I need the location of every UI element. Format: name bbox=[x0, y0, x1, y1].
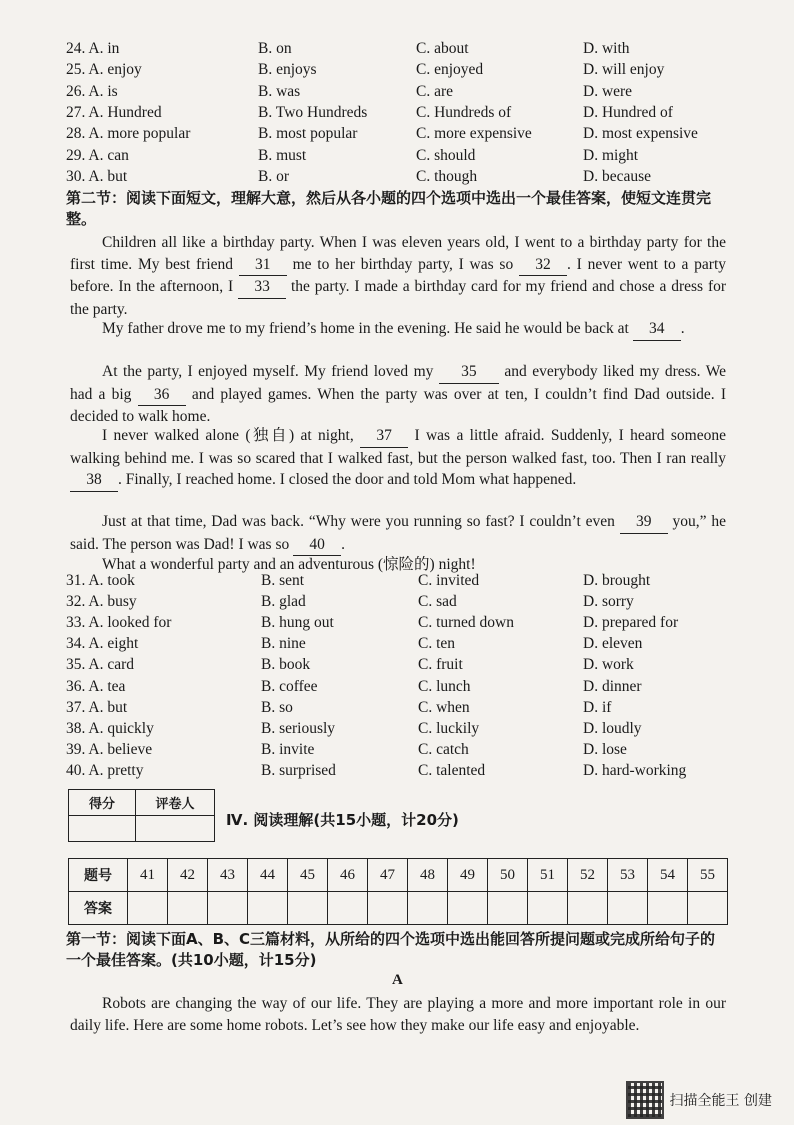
option-row bbox=[66, 168, 766, 189]
option-b: B. invite bbox=[261, 740, 315, 758]
question-number-label: 题号 bbox=[69, 859, 128, 892]
option-a: 32. A. busy bbox=[66, 593, 137, 611]
option-d: D. if bbox=[583, 698, 612, 716]
blank-40: 40 bbox=[293, 534, 341, 557]
option-d: D. because bbox=[583, 167, 651, 185]
option-d: D. loudly bbox=[583, 719, 642, 737]
option-row bbox=[66, 83, 766, 104]
option-a: 31. A. took bbox=[66, 572, 135, 589]
answer-cell[interactable] bbox=[568, 892, 608, 925]
answer-cell[interactable] bbox=[208, 892, 248, 925]
blank-31: 31 bbox=[239, 254, 287, 277]
option-a: 29. A. can bbox=[66, 146, 129, 164]
option-row bbox=[66, 699, 766, 720]
question-number: 53 bbox=[608, 859, 648, 892]
score-label: 得分 bbox=[69, 790, 136, 816]
question-number: 46 bbox=[328, 859, 368, 892]
option-a: 27. A. Hundred bbox=[66, 103, 162, 121]
option-row bbox=[66, 614, 766, 635]
option-b: B. on bbox=[258, 40, 292, 57]
passage-letter: A bbox=[392, 972, 403, 988]
option-c: C. catch bbox=[418, 740, 469, 758]
answer-cell[interactable] bbox=[248, 892, 288, 925]
question-number: 49 bbox=[448, 859, 488, 892]
option-c: C. more expensive bbox=[416, 125, 532, 143]
option-row bbox=[66, 678, 766, 699]
qr-code-icon bbox=[626, 1081, 664, 1119]
part4-title: Ⅳ. 阅读理解(共15小题，计20分) bbox=[226, 811, 459, 829]
question-number: 44 bbox=[248, 859, 288, 892]
option-row bbox=[66, 61, 766, 82]
option-b: B. book bbox=[261, 656, 311, 674]
question-number: 52 bbox=[568, 859, 608, 892]
answer-cell[interactable] bbox=[128, 892, 168, 925]
answer-cell[interactable] bbox=[608, 892, 648, 925]
option-d: D. Hundred of bbox=[583, 103, 673, 121]
option-d: D. lose bbox=[583, 740, 627, 758]
option-a: 25. A. enjoy bbox=[66, 61, 142, 79]
option-a: 36. A. tea bbox=[66, 677, 126, 695]
answer-cell[interactable] bbox=[448, 892, 488, 925]
option-d: D. with bbox=[583, 40, 630, 57]
question-number: 45 bbox=[288, 859, 328, 892]
blank-34: 34 bbox=[633, 318, 681, 341]
option-c: C. talented bbox=[418, 761, 486, 779]
option-b: B. must bbox=[258, 146, 307, 164]
option-d: D. sorry bbox=[583, 593, 634, 611]
option-row bbox=[66, 147, 766, 168]
option-b: B. most popular bbox=[258, 125, 358, 143]
option-d: D. might bbox=[583, 146, 639, 164]
blank-35: 35 bbox=[439, 361, 499, 384]
answer-cell[interactable] bbox=[408, 892, 448, 925]
option-row bbox=[66, 720, 766, 741]
option-b: B. glad bbox=[261, 593, 306, 611]
cloze-paragraph-3: At the party, I enjoyed myself. My friend loved my 35 and everybody liked my dress. We had a big 36 and played games. When the party was over at ten, I couldn’t find Dad outside. I decided to walk home. bbox=[70, 363, 727, 425]
answer-cell[interactable] bbox=[328, 892, 368, 925]
question-number: 47 bbox=[368, 859, 408, 892]
answer-cell[interactable] bbox=[488, 892, 528, 925]
question-number: 50 bbox=[488, 859, 528, 892]
grader-label: 评卷人 bbox=[136, 790, 215, 816]
option-a: 28. A. more popular bbox=[66, 125, 191, 143]
question-number: 51 bbox=[528, 859, 568, 892]
option-b: B. seriously bbox=[261, 719, 336, 737]
answer-cell[interactable] bbox=[688, 892, 728, 925]
question-number: 48 bbox=[408, 859, 448, 892]
option-c: C. though bbox=[416, 167, 478, 185]
cloze-paragraph-5: Just at that time, Dad was back. “Why were you running so fast? I couldn’t even 39 you,” he said. The person was Dad! I was so 40 . bbox=[70, 511, 726, 556]
question-number: 41 bbox=[128, 859, 168, 892]
answer-table bbox=[68, 858, 728, 925]
score-box bbox=[68, 789, 215, 842]
option-c: C. should bbox=[416, 146, 476, 164]
option-b: B. Two Hundreds bbox=[258, 103, 368, 121]
reading-passage-a: Robots are changing the way of our life. They are playing a more and more important role in our daily life. Here are some home robots. Let’s see how they make our life easy and enjoyable. bbox=[70, 995, 726, 1034]
option-a: 24. A. in bbox=[66, 40, 120, 57]
blank-36: 36 bbox=[138, 384, 186, 407]
option-d: D. hard-working bbox=[583, 761, 687, 779]
answer-cell[interactable] bbox=[528, 892, 568, 925]
option-a: 37. A. but bbox=[66, 698, 128, 716]
option-a: 30. A. but bbox=[66, 167, 128, 185]
cloze-paragraph-2: My father drove me to my friend’s home in the evening. He said he would be back at 34 . bbox=[70, 318, 726, 341]
answer-cell[interactable] bbox=[168, 892, 208, 925]
question-number: 54 bbox=[648, 859, 688, 892]
option-a: 39. A. believe bbox=[66, 740, 153, 758]
option-row bbox=[66, 572, 766, 593]
cloze-paragraph-6: What a wonderful party and an adventurous (惊险的) night! bbox=[102, 556, 476, 573]
option-d: D. eleven bbox=[583, 635, 643, 653]
option-b: B. sent bbox=[261, 572, 305, 589]
grader-cell[interactable] bbox=[136, 816, 215, 842]
option-d: D. will enjoy bbox=[583, 61, 665, 79]
question-number: 43 bbox=[208, 859, 248, 892]
option-b: B. surprised bbox=[261, 761, 336, 779]
option-a: 40. A. pretty bbox=[66, 761, 144, 779]
option-row bbox=[66, 762, 766, 783]
option-d: D. work bbox=[583, 656, 634, 674]
option-c: C. luckily bbox=[418, 719, 480, 737]
option-d: D. dinner bbox=[583, 677, 642, 695]
option-row bbox=[66, 656, 766, 677]
watermark-text: 扫描全能王 创建 bbox=[669, 1093, 772, 1109]
blank-39: 39 bbox=[620, 511, 668, 534]
option-row bbox=[66, 635, 766, 656]
blank-37: 37 bbox=[360, 425, 408, 448]
answer-label: 答案 bbox=[69, 892, 128, 925]
option-a: 35. A. card bbox=[66, 656, 135, 674]
answer-cell[interactable] bbox=[368, 892, 408, 925]
answer-cell[interactable] bbox=[288, 892, 328, 925]
option-d: D. were bbox=[583, 82, 633, 100]
option-c: C. Hundreds of bbox=[416, 103, 512, 121]
section2-heading: 第二节：阅读下面短文，理解大意，然后从各小题的四个选项中选出一个最佳答案，使短文连贯完整。 bbox=[66, 189, 712, 228]
option-c: C. turned down bbox=[418, 614, 515, 632]
option-d: D. most expensive bbox=[583, 125, 698, 143]
cloze-paragraph-4: I never walked alone (独自) at night, 37 I was a little afraid. Suddenly, I heard someone walking behind me. I was so scared that I walked fast, but the person walked fast, too. Then I ran really 38 . Finally, I reached home. I closed the door and told Mom what happened. bbox=[70, 425, 726, 492]
option-c: C. lunch bbox=[418, 677, 471, 695]
option-d: D. prepared for bbox=[583, 614, 679, 632]
option-b: B. so bbox=[261, 698, 293, 716]
option-b: B. or bbox=[258, 167, 289, 185]
option-row bbox=[66, 104, 766, 125]
option-c: C. ten bbox=[418, 635, 456, 653]
answer-cell[interactable] bbox=[648, 892, 688, 925]
option-c: C. sad bbox=[418, 593, 457, 611]
option-a: 26. A. is bbox=[66, 82, 118, 100]
option-b: B. hung out bbox=[261, 614, 334, 632]
blank-33: 33 bbox=[238, 276, 286, 299]
cloze-paragraph-1: Children all like a birthday party. When I was eleven years old, I went to a birthday party for the first time. My best friend 31 me to her birthday party, I was so 32 . I never went to a party before. In the afternoon, I 33 the party. I made a birthday card for my friend and chose a dress for the party. bbox=[70, 234, 727, 318]
option-row bbox=[66, 741, 766, 762]
option-a: 38. A. quickly bbox=[66, 719, 154, 737]
option-a: 34. A. eight bbox=[66, 635, 139, 653]
option-row bbox=[66, 40, 766, 61]
option-b: B. nine bbox=[261, 635, 306, 653]
scanner-watermark bbox=[626, 1081, 772, 1119]
option-a: 33. A. looked for bbox=[66, 614, 172, 632]
blank-38: 38 bbox=[70, 469, 118, 492]
option-c: C. invited bbox=[418, 572, 480, 589]
option-b: B. enjoys bbox=[258, 61, 317, 79]
question-number: 42 bbox=[168, 859, 208, 892]
option-d: D. brought bbox=[583, 572, 651, 589]
question-number: 55 bbox=[688, 859, 728, 892]
option-row bbox=[66, 125, 766, 146]
option-c: C. when bbox=[418, 698, 470, 716]
score-cell[interactable] bbox=[69, 816, 136, 842]
option-c: C. about bbox=[416, 40, 469, 57]
option-b: B. coffee bbox=[261, 677, 318, 695]
option-b: B. was bbox=[258, 82, 301, 100]
section1-heading: 第一节：阅读下面A、B、C三篇材料，从所给的四个选项中选出能回答所提问题或完成所给句子的一个最佳答案。(共10小题，计15分) bbox=[66, 930, 716, 969]
option-c: C. are bbox=[416, 82, 454, 100]
blank-32: 32 bbox=[519, 254, 567, 277]
option-c: C. enjoyed bbox=[416, 61, 484, 79]
option-row bbox=[66, 593, 766, 614]
option-c: C. fruit bbox=[418, 656, 463, 674]
